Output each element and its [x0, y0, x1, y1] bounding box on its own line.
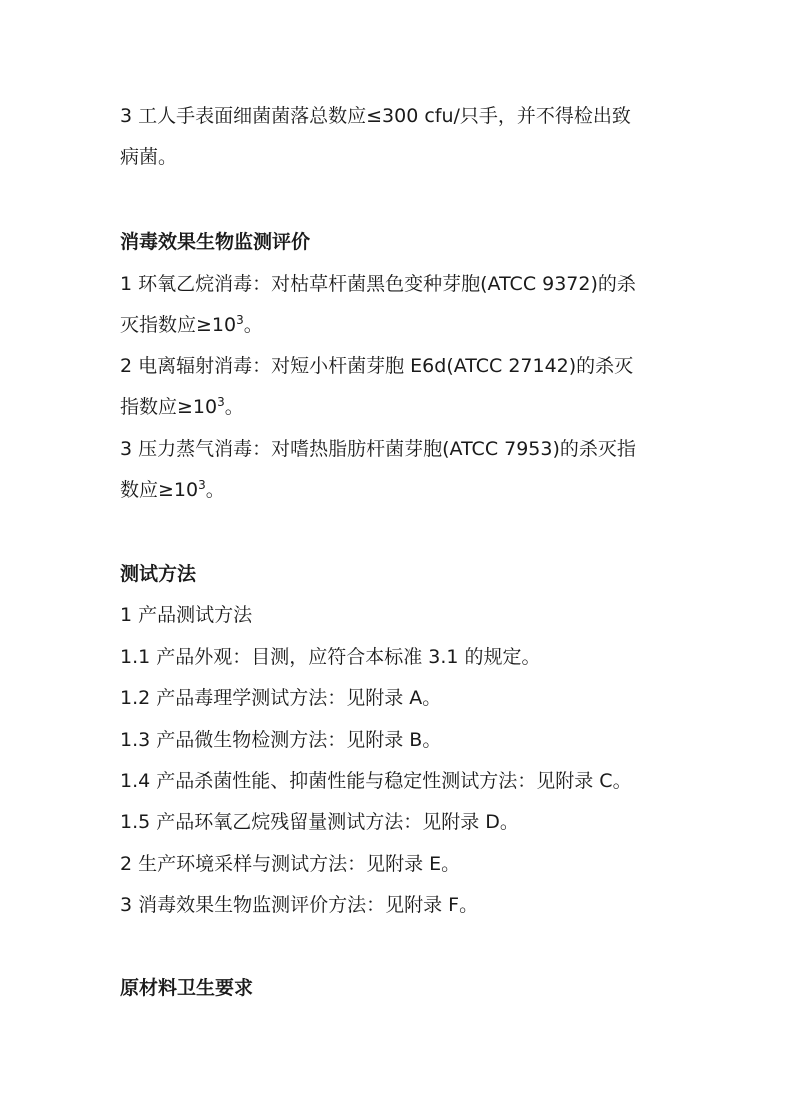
list-item: 1.5 产品环氧乙烷残留量测试方法：见附录 D。	[120, 811, 519, 833]
section-heading: 原材料卫生要求	[120, 977, 254, 999]
line-text: 数应≥10	[120, 479, 199, 501]
line-end: 。	[243, 314, 263, 336]
superscript: 3	[198, 478, 206, 492]
section-heading: 测试方法	[120, 563, 197, 585]
paragraph-line: 3 工人手表面细菌菌落总数应≤300 cfu/只手，并不得检出致	[120, 105, 631, 127]
list-item: 3 消毒效果生物监测评价方法：见附录 F。	[120, 894, 479, 916]
superscript: 3	[217, 395, 225, 409]
paragraph-line: 2 电离辐射消毒：对短小杆菌芽胞 E6d(ATCC 27142)的杀灭	[120, 355, 634, 377]
list-item: 1 产品测试方法	[120, 604, 253, 626]
line-end: 。	[205, 479, 225, 501]
line-end: 。	[224, 396, 244, 418]
paragraph-line: 3 压力蒸气消毒：对嗜热脂肪杆菌芽胞(ATCC 7953)的杀灭指	[120, 438, 636, 460]
paragraph-line	[120, 395, 244, 419]
section-heading: 消毒效果生物监测评价	[120, 231, 311, 253]
paragraph-line	[120, 313, 263, 337]
list-item: 1.3 产品微生物检测方法：见附录 B。	[120, 729, 442, 751]
superscript: 3	[236, 313, 244, 327]
line-text: 灭指数应≥10	[120, 314, 237, 336]
paragraph-line: 1 环氧乙烷消毒：对枯草杆菌黑色变种芽胞(ATCC 9372)的杀	[120, 273, 636, 295]
list-item: 1.1 产品外观：目测，应符合本标准 3.1 的规定。	[120, 646, 541, 668]
list-item: 1.4 产品杀菌性能、抑菌性能与稳定性测试方法：见附录 C。	[120, 770, 632, 792]
paragraph-line	[120, 478, 225, 502]
line-text: 指数应≥10	[120, 396, 218, 418]
list-item: 1.2 产品毒理学测试方法：见附录 A。	[120, 687, 442, 709]
list-item: 2 生产环境采样与测试方法：见附录 E。	[120, 853, 461, 875]
paragraph-line: 病菌。	[120, 146, 178, 168]
